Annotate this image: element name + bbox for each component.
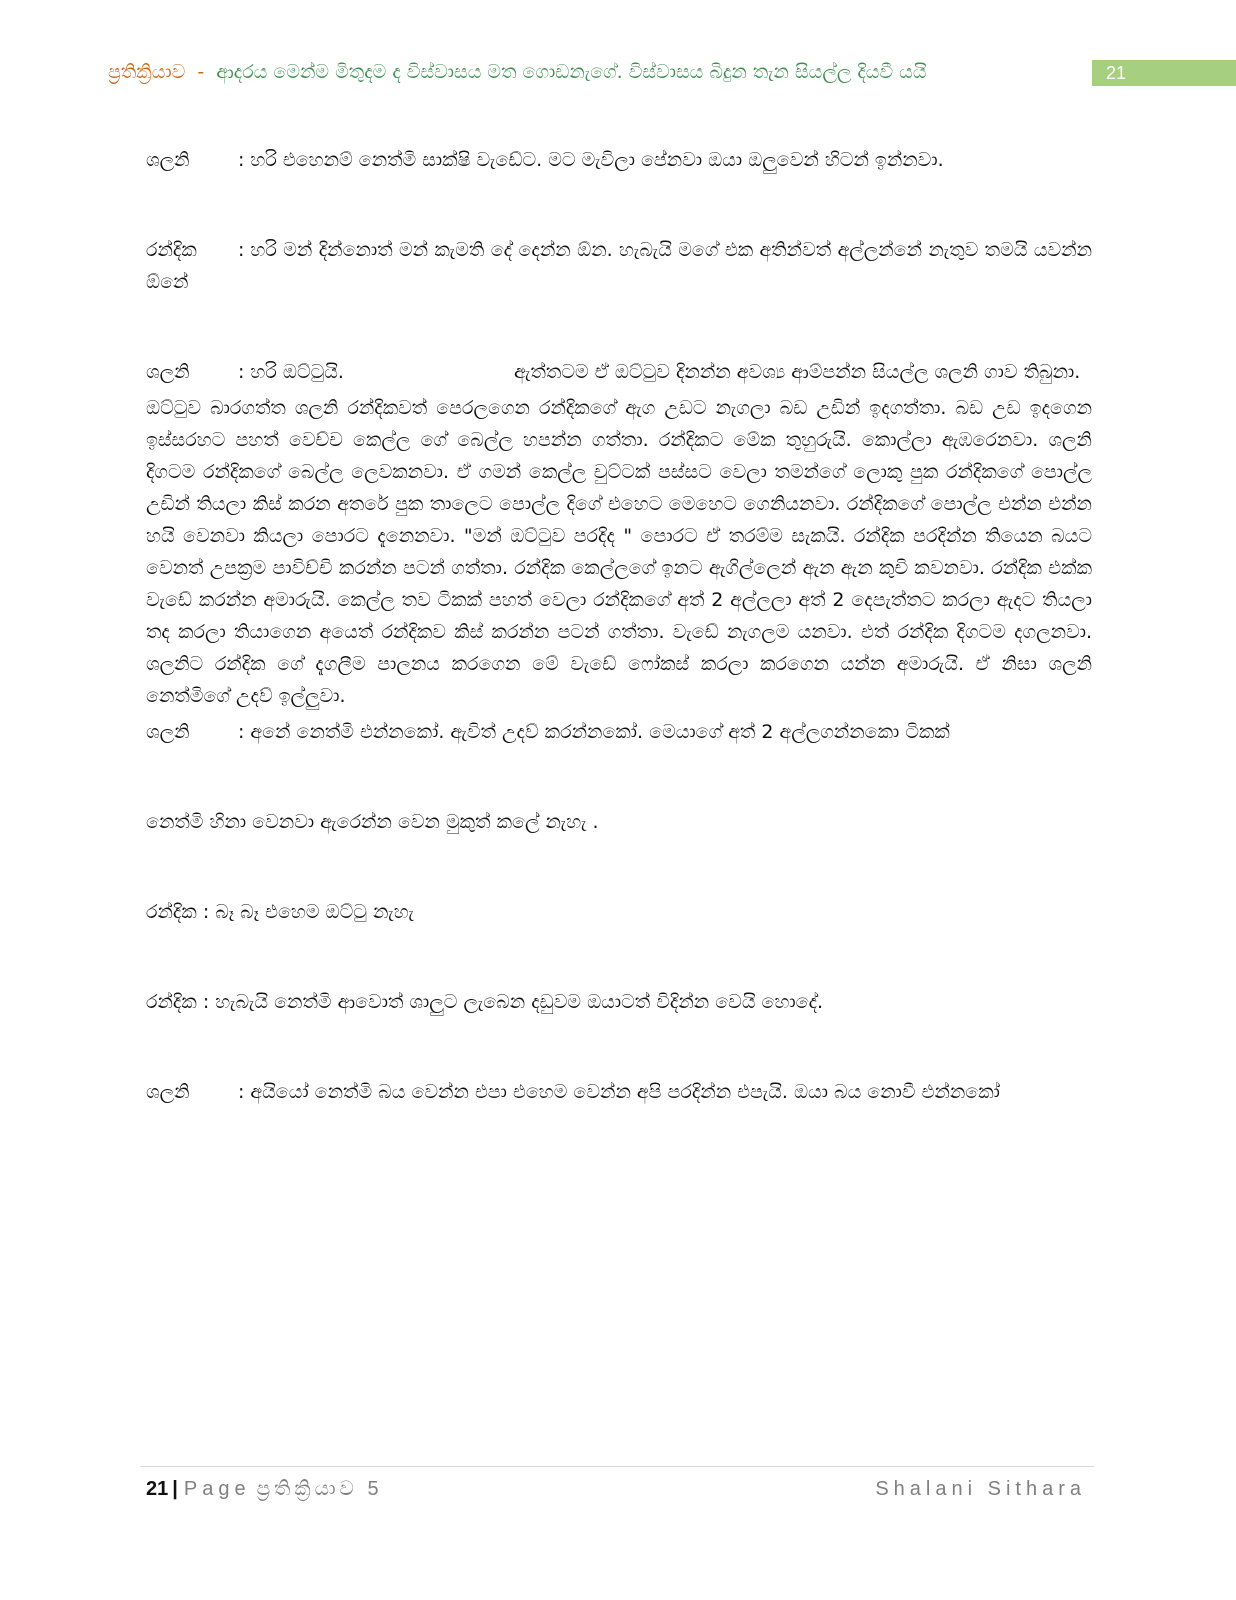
footer-left bbox=[146, 1474, 383, 1504]
footer-separator: | bbox=[172, 1478, 178, 1500]
speaker-colon: : bbox=[202, 991, 210, 1013]
dialogue-text: හරි එහෙනම් නෙත්මි සාක්ෂි වැඩේට. මට මැවිලා පේනවා ඔයා ඔලුවෙන් හිටන් ඉන්නවා. bbox=[250, 149, 944, 171]
footer-author: Shalani Sithara bbox=[875, 1478, 1086, 1500]
speaker-name: ශලනි bbox=[146, 721, 190, 743]
book-subtitle: ආදරය මෙන්ම මිතුදම ද විස්වාසය මත ගොඩනැගේ. විස්වාසය බිදුන තැන සියල්ල දියවී යයි bbox=[216, 61, 927, 83]
narration-paragraph bbox=[146, 806, 1092, 838]
book-title: ප්‍රතික්‍රියාව bbox=[108, 61, 186, 83]
dialogue-line bbox=[146, 1076, 1092, 1108]
narration-text: ඇත්තටම ඒ ඔට්ටුව දිනන්න අවශ්‍ය ආම්පන්න සියල්ල ශලනි ගාව තිබුනා. bbox=[513, 361, 1081, 383]
page-body bbox=[146, 144, 1092, 1108]
dialogue-text: අයියෝ නෙත්මි බය වෙන්න එපා එහෙම වෙන්න අපි පරදින්න එපැයි. ඔයා බය නොවී එන්නකෝ bbox=[250, 1081, 1000, 1103]
page-number-badge: 21 bbox=[1092, 60, 1236, 86]
speaker-colon: : bbox=[238, 1081, 245, 1103]
dialogue-text: හැබැයි නෙත්මි ආවොත් ශාලුට ලැබෙන දඩුවම ඔයාටත් විදින්න වෙයි හොදේ. bbox=[215, 991, 824, 1013]
dialogue-text: බෑ බෑ එහෙම ඔට්ටු නැහැ bbox=[215, 901, 414, 923]
dialogue-text: හරි ඔට්ටුයි. bbox=[250, 361, 344, 383]
dialogue-line bbox=[146, 896, 1092, 928]
speaker-colon: : bbox=[202, 901, 210, 923]
dialogue-line bbox=[146, 234, 1092, 298]
narration-paragraph bbox=[146, 392, 1092, 712]
speaker-colon: : bbox=[238, 361, 245, 383]
speaker-name: ශලනි bbox=[146, 149, 190, 171]
narration-text: නෙත්මි හිනා වෙනවා ඇරෙන්න වෙන මුකුත් කලේ නැහැ . bbox=[146, 811, 599, 833]
speaker-name: ශලනි bbox=[146, 361, 190, 383]
footer-divider bbox=[140, 1466, 1094, 1467]
dialogue-text: අනේ නෙත්මි එන්නකෝ. ඇවිත් උදව් කරන්නකෝ. මෙයාගේ අත් 2 අල්ලගන්නකො ටිකක් bbox=[250, 721, 950, 743]
speaker-name: ශලනි bbox=[146, 1081, 190, 1103]
speaker-name: රන්දික bbox=[146, 239, 197, 261]
speaker-colon: : bbox=[238, 149, 245, 171]
footer-page-label: Page bbox=[183, 1478, 251, 1500]
speaker-colon: : bbox=[238, 721, 245, 743]
dialogue-line bbox=[146, 716, 1092, 748]
dialogue-line bbox=[146, 144, 1092, 176]
dialogue-line bbox=[146, 356, 1092, 388]
header-separator: - bbox=[197, 61, 205, 83]
page-footer bbox=[146, 1474, 1086, 1504]
speaker-name: රන්දික bbox=[146, 901, 197, 923]
speaker-name: රන්දික bbox=[146, 991, 197, 1013]
footer-page-number: 21 bbox=[146, 1478, 169, 1500]
dialogue-line bbox=[146, 986, 1092, 1018]
speaker-colon: : bbox=[238, 239, 245, 261]
narration-text: ඔට්ටුව බාරගත්ත ශලනි රන්දිකවත් පෙරලගෙන රන්දිකගේ ඇග උඩට නැගලා බඩ උඩින් ඉදගත්තා. බඩ උඩ ඉදගෙන ඉස්සරහට පහත් වෙච්ච කෙල්ල ගේ බෙල්ල හපන්න ගත්තා. රන්දිකට මේක තුහුරුයි. කොල්ලා ඇඹරෙනවා. ශලනි දිගටම රන්දිකගේ බෙල්ල ලෙවකනවා. ඒ ගමන් කෙල්ල චුට්ටක් පස්සට වෙලා තමන්ගේ ලොකු පුක රන්දිකගේ පොල්ල උඩින් තියලා කිස් කරන අතරේ පුක තාලෙට පොල්ල දිගේ එහෙට මෙහෙට ගෙනියනවා. රන්දිකගේ පොල්ල එන්න එන්න හයි වෙනවා කියලා පොරට දැනෙනවා. "මන් ඔට්ටුව පරදිද " පොරට ඒ තරම්ම සැකයි. රන්දික පරදින්න තියෙන බයට වෙනත් උපක්‍රම පාවිච්චි කරන්න පටන් ගත්තා. රන්දික කෙල්ලගේ ඉනට ඇගිල්ලෙන් ඇන ඇන කුචි කවනවා. රන්දික එක්ක වැඩේ කරන්න අමාරුයි. කෙල්ල තව ටිකක් පහත් වෙලා රන්දිකගේ අත් 2 අල්ලලා අත් 2 දෙපැත්තට කරලා ඇදට තියලා තද කරලා තියාගෙන අයෙත් රන්දිකව කිස් කරන්න පටන් ගත්තා. වැඩේ නැගලම යනවා. එත් රන්දික දිගටම දගලනවා. ශලනිට රන්දික ගේ දැගලීම පාලනය කරගෙන මේ වැඩේ ෆෝකස් කරලා කරගෙන යන්න අමාරුයි. ඒ නිසා ශලනි නෙත්මිගේ උදව් ඉල්ලුවා. bbox=[146, 397, 1092, 707]
running-header bbox=[108, 58, 1078, 86]
footer-book-title: ප්‍රතික්‍රියාව 5 bbox=[256, 1478, 383, 1500]
dialogue-text: හරි මන් දින්නොත් මන් කැමති දේ දෙන්න ඕන. හැබැයි මගේ එක අතින්වත් අල්ලන්නේ නැතුව තමයි යවන්න ඕනේ bbox=[146, 239, 1092, 293]
